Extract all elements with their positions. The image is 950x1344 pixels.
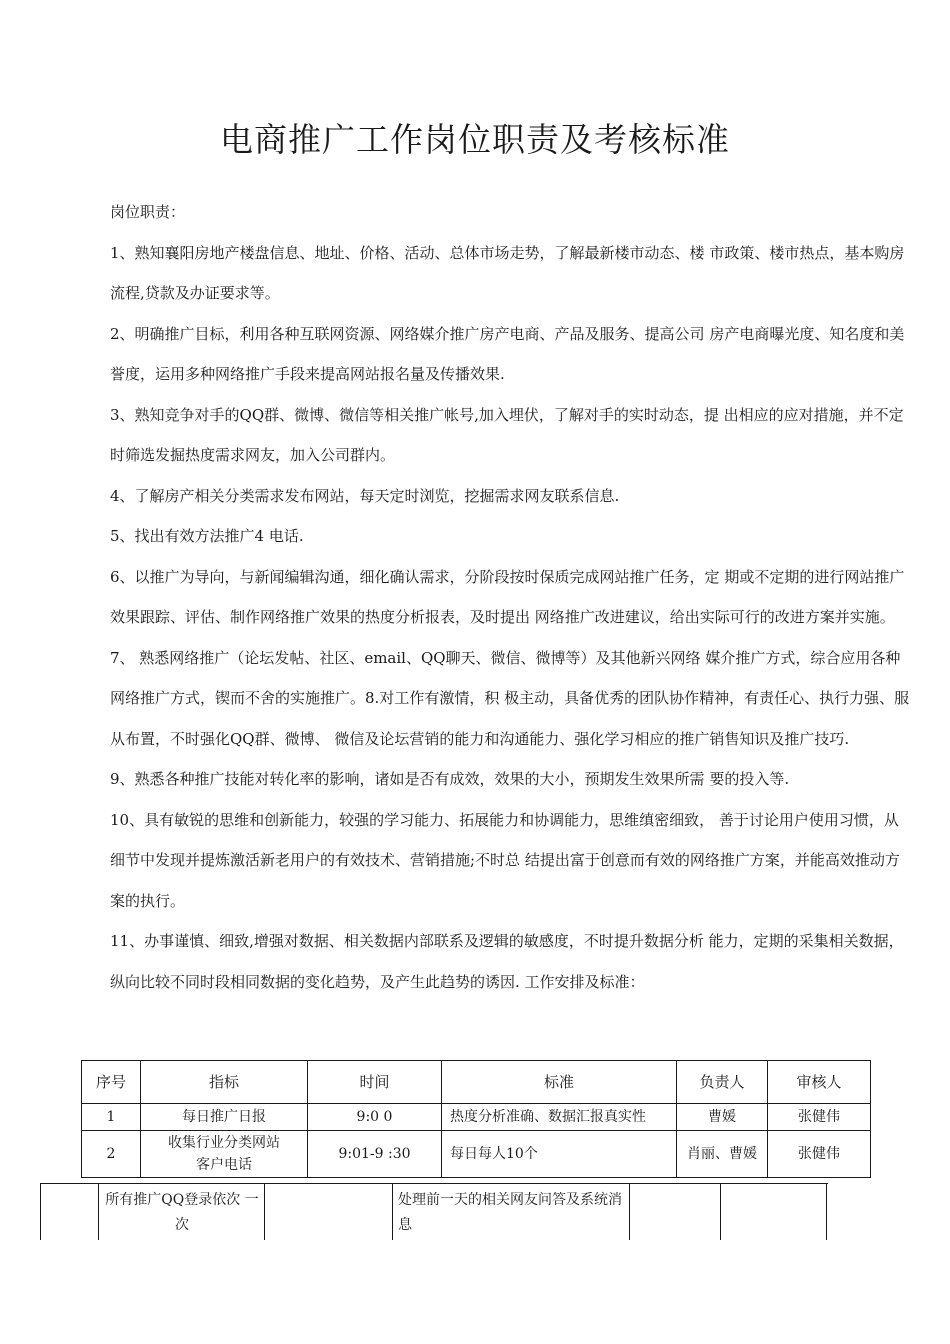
table-cell: 2: [82, 1131, 141, 1178]
duty-item: 11、办事谨慎、细致,增强对数据、相关数据内部联系及逻辑的敏感度，不时提升数据分析 能力，定期的采集相关数据，纵向比较不同时段相同数据的变化趋势，及产生此趋势的诱因. 工作安排及标准：: [110, 932, 904, 991]
table-row: [82, 1131, 871, 1178]
table-cell: 张健伟: [768, 1104, 871, 1131]
header-cell: 标准: [442, 1061, 677, 1104]
table-cell: 所有推广QQ登录依次 一次: [105, 1192, 259, 1233]
duty-item: 2、明确推广目标，利用各种互联网资源、网络媒介推广房产电商、产品及服务、提高公司 房产电商曝光度、知名度和美誉度，运用多种网络推广手段来提高网站报名量及传播效果.: [110, 324, 905, 383]
table-cell: 每日推广日报: [141, 1104, 308, 1131]
section-label: 岗位职责：: [110, 203, 186, 221]
duty-item: 5、找出有效方法推广4 电话.: [110, 527, 304, 545]
divider: [392, 1184, 393, 1240]
duty-item: 10、具有敏锐的思维和创新能力，较强的学习能力、拓展能力和协调能力，思维缜密细致， 善于讨论用户使用习惯，从细节中发现并提炼激活新老用户的有效技术、营销措施;不时总 结提出富于创意而有效的网络推广方案，并能高效推动方案的执行。: [110, 810, 900, 910]
header-cell: 序号: [82, 1061, 141, 1104]
table-cell: 每日每人10个: [442, 1131, 677, 1178]
table-cell: 9:01-9 :30: [308, 1131, 442, 1178]
table-header-row: [82, 1061, 871, 1104]
table-cell: 张健伟: [768, 1131, 871, 1178]
divider: [629, 1184, 630, 1240]
table-cell: 处理前一天的相关网友问答及系统消息: [398, 1192, 622, 1233]
duty-item: 4、了解房产相关分类需求发布网站，每天定时浏览，挖掘需求网友联系信息.: [110, 486, 620, 505]
header-cell: 负责人: [677, 1061, 768, 1104]
table-row: [82, 1104, 871, 1131]
duty-item: 3、熟知竞争对手的QQ群、微博、微信等相关推广帐号,加入埋伏，了解对手的实时动态，提 出相应的应对措施，并不定时筛选发掘热度需求网友，加入公司群内。: [110, 405, 904, 464]
table-cell: 收集行业分类网站客户电话: [141, 1131, 308, 1178]
header-cell: 指标: [141, 1061, 308, 1104]
table-cell: 肖丽、曹媛: [677, 1131, 768, 1178]
divider: [826, 1184, 827, 1240]
page-title: 电商推广工作岗位职责及考核标准: [220, 120, 730, 160]
header-cell: 时间: [308, 1061, 442, 1104]
table-cell: 热度分析准确、数据汇报真实性: [442, 1104, 677, 1131]
divider: [720, 1184, 721, 1240]
duty-item: 7、 熟悉网络推广（论坛发帖、社区、email、QQ聊天、微信、微博等）及其他新兴网络 媒介推广方式，综合应用各种网络推广方式，锲而不舍的实施推广。8.对工作有激情，积 极主动，具备优秀的团队协作精神，有责任心、执行力强、服从布置，不时强化QQ群、微博、 微信及论坛营销的能力和沟通能力、强化学习相应的推广销售知识及推广技巧.: [110, 648, 910, 748]
table-cell: 1: [82, 1104, 141, 1131]
duty-item: 6、以推广为导向，与新闻编辑沟通，细化确认需求，分阶段按时保质完成网站推广任务，定 期或不定期的进行网站推广效果跟踪、评估、制作网络推广效果的热度分析报表，及时提出 网络推广改进建议，给出实际可行的改进方案并实施。: [110, 567, 905, 626]
header-cell: 审核人: [768, 1061, 871, 1104]
table-cell: 9:0 0: [308, 1104, 442, 1131]
duty-item: 9、熟悉各种推广技能对转化率的影响，诸如是否有成效，效果的大小，预期发生效果所需 要的投入等.: [110, 770, 790, 788]
table-continuation-row: [40, 1183, 828, 1240]
duty-item: 1、熟知襄阳房地产楼盘信息、地址、价格、活动、总体市场走势，了解最新楼市动态、楼 市政策、楼市热点，基本购房流程,贷款及办证要求等。: [110, 243, 905, 302]
divider: [40, 1184, 41, 1240]
duties-section: [110, 192, 910, 1002]
divider: [98, 1184, 99, 1240]
assessment-table: [81, 1060, 871, 1178]
divider: [264, 1184, 265, 1240]
table-cell: 曹媛: [677, 1104, 768, 1131]
